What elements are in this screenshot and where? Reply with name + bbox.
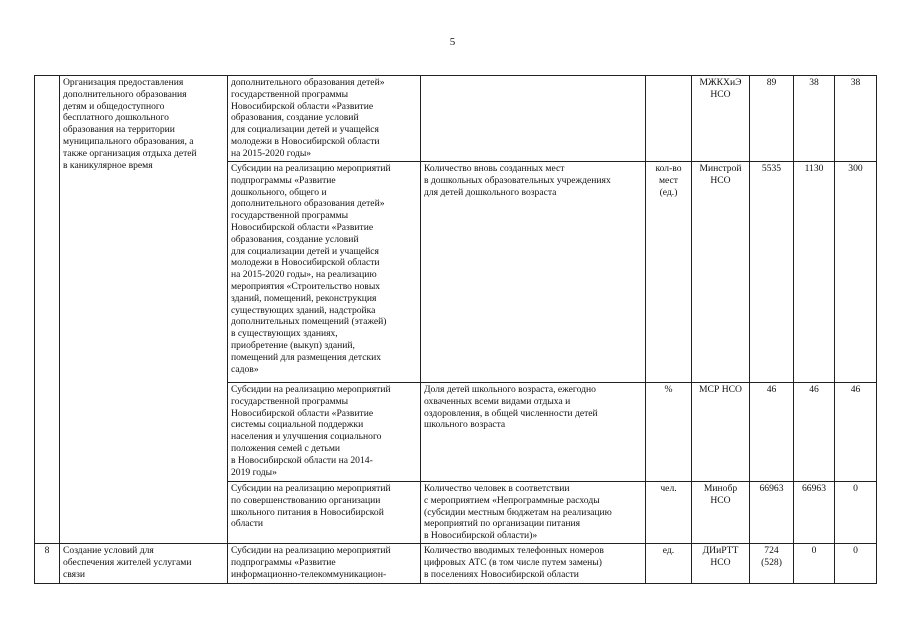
- row-number-cell: 8: [35, 544, 60, 584]
- measure-cell: Субсидии на реализацию мероприятий по совершенствованию организации школьного питания в Новосибирской области: [228, 482, 421, 544]
- table-row: [35, 544, 877, 584]
- value-cell-2: 46: [794, 383, 835, 482]
- value-cell-1: 89: [750, 76, 794, 162]
- program-table: [34, 75, 877, 584]
- measure-cell: дополнительного образования детей» государственной программы Новосибирской области «Развитие образования, создание условий для социализации детей и учащейся молодежи в Новосибирской области на 2015-2020 годы»: [228, 76, 421, 162]
- value-cell-2: 66963: [794, 482, 835, 544]
- row-number-cell: [35, 76, 60, 544]
- executor-cell: ДИиРТТ НСО: [692, 544, 750, 584]
- unit-cell: чел.: [646, 482, 692, 544]
- table-row: [35, 76, 877, 162]
- value-cell-2: 1130: [794, 162, 835, 383]
- indicator-cell: Доля детей школьного возраста, ежегодно охваченных всеми видами отдыха и оздоровления, в общей численности детей школьного возраста: [421, 383, 646, 482]
- task-cell: Организация предоставления дополнительного образования детям и общедоступного бесплатного дошкольного образования на территории муниципального образования, а также организация отдыха детей в каникулярное время: [60, 76, 228, 544]
- value-cell-3: 38: [835, 76, 877, 162]
- value-cell-3: 0: [835, 544, 877, 584]
- unit-cell: кол-во мест (ед.): [646, 162, 692, 383]
- executor-cell: Минобр НСО: [692, 482, 750, 544]
- executor-cell: МЖКХиЭ НСО: [692, 76, 750, 162]
- measure-cell: Субсидии на реализацию мероприятий подпрограммы «Развитие дошкольного, общего и дополнительного образования детей» государственной программы Новосибирской области «Развитие образования, создание условий для социализации детей и учащейся молодежи в Новосибирской области на 2015-2020 годы», на реализацию мероприятия «Строительство новых зданий, помещений, реконструкция существующих зданий, надстройка дополнительных помещений (этажей) в существующих зданиях, приобретение (выкуп) зданий, помещений для размещения детских садов»: [228, 162, 421, 383]
- indicator-cell: Количество человек в соответствии с мероприятием «Непрограммные расходы (субсидии местным бюджетам на реализацию мероприятий по организации питания в Новосибирской области)»: [421, 482, 646, 544]
- value-cell-2: 0: [794, 544, 835, 584]
- value-cell-1: 46: [750, 383, 794, 482]
- unit-cell: [646, 76, 692, 162]
- indicator-cell: [421, 76, 646, 162]
- measure-cell: Субсидии на реализацию мероприятий подпрограммы «Развитие информационно-телекоммуникацион-: [228, 544, 421, 584]
- unit-cell: %: [646, 383, 692, 482]
- value-cell-1: 5535: [750, 162, 794, 383]
- value-cell-1: 724 (528): [750, 544, 794, 584]
- task-cell: Создание условий для обеспечения жителей услугами связи: [60, 544, 228, 584]
- indicator-cell: Количество вновь созданных мест в дошкольных образовательных учреждениях для детей дошкольного возраста: [421, 162, 646, 383]
- value-cell-2: 38: [794, 76, 835, 162]
- indicator-cell: Количество вводимых телефонных номеров цифровых АТС (в том числе путем замены) в поселениях Новосибирской области: [421, 544, 646, 584]
- value-cell-1: 66963: [750, 482, 794, 544]
- executor-cell: Минстрой НСО: [692, 162, 750, 383]
- value-cell-3: 0: [835, 482, 877, 544]
- unit-cell: ед.: [646, 544, 692, 584]
- value-cell-3: 300: [835, 162, 877, 383]
- value-cell-3: 46: [835, 383, 877, 482]
- executor-cell: МСР НСО: [692, 383, 750, 482]
- page-number: 5: [449, 36, 456, 48]
- measure-cell: Субсидии на реализацию мероприятий государственной программы Новосибирской области «Развитие системы социальной поддержки населения и улучшения социального положения семей с детьми в Новосибирской области на 2014- 2019 годы»: [228, 383, 421, 482]
